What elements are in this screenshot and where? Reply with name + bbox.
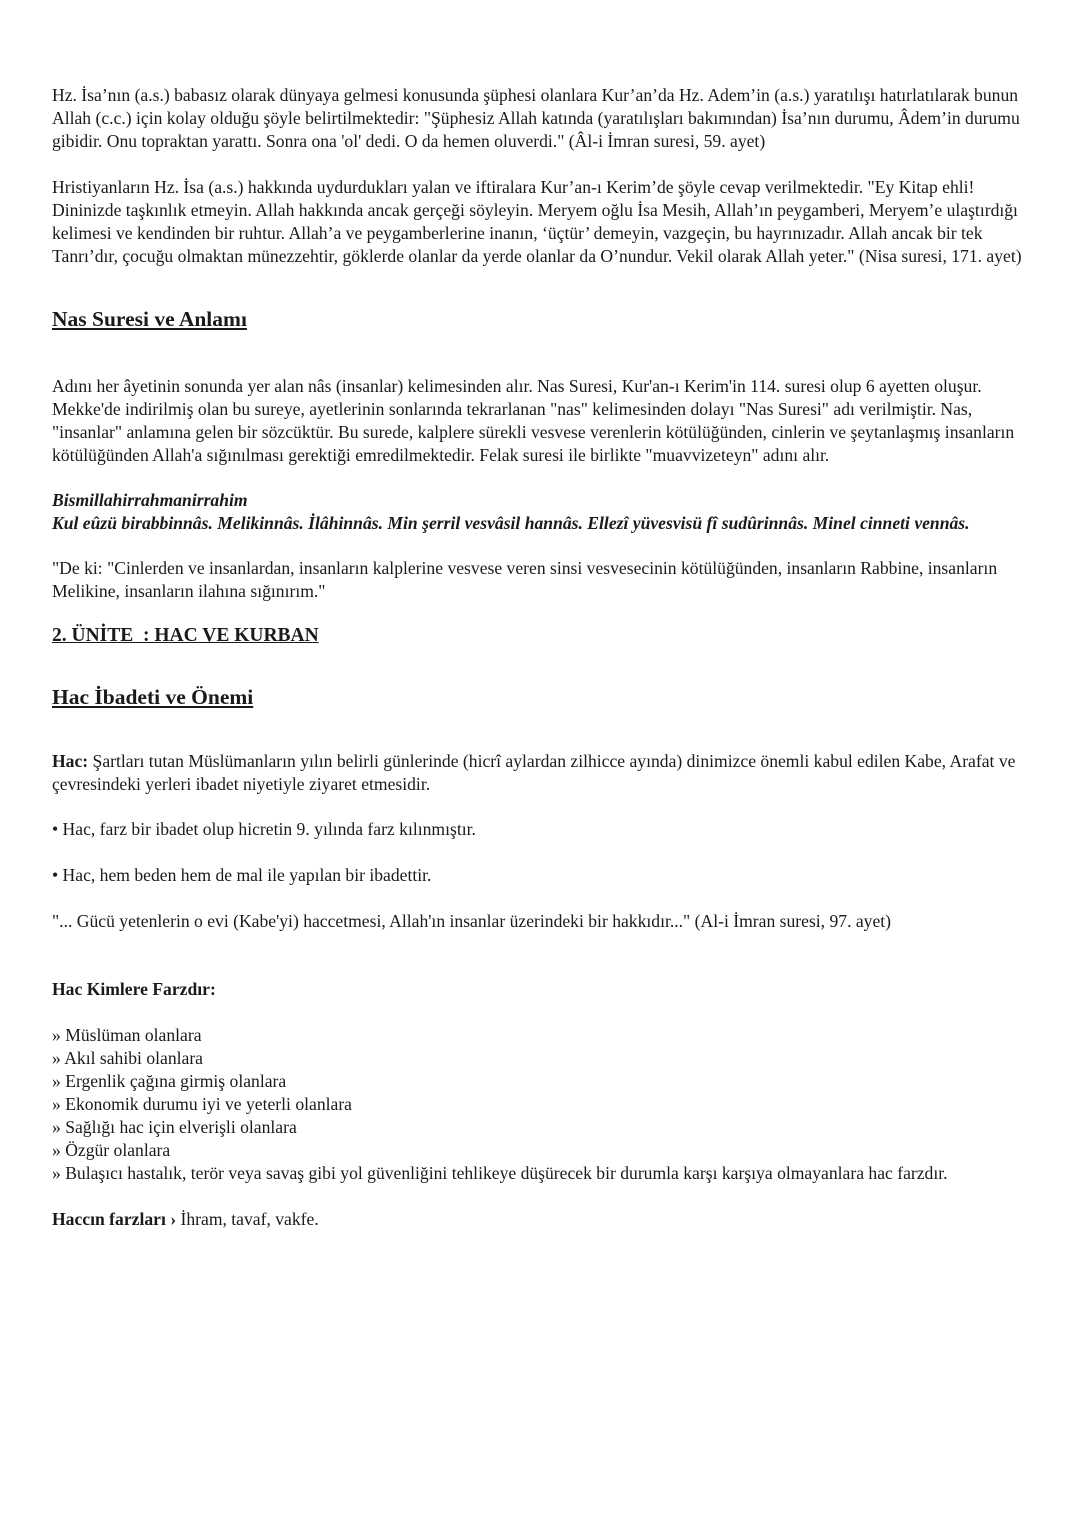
- list-item: » Müslüman olanlara: [52, 1025, 202, 1045]
- heading-nas-suresi: Nas Suresi ve Anlamı: [52, 307, 247, 331]
- hac-definition-text: Şartları tutan Müslümanların yılın belirli günlerinde (hicrî aylardan zilhicce ayında) dinimizce önemli kabul edilen Kabe, Arafat ve çevresindeki yerleri ibadet niyetiyle ziyaret etmesidir.: [52, 751, 1016, 794]
- heading-hac-kimlere: Hac Kimlere Farzdır:: [52, 979, 216, 999]
- paragraph-nas-intro: Adını her âyetinin sonunda yer alan nâs (insanlar) kelimesinden alır. Nas Suresi, Kur'an-ı Kerim'in 114. suresi olup 6 ayetten oluşur. Mekke'de indirilmiş olan bu sureye, ayetlerinin sonlarında tekrarlanan "nas" kelimesinden dolayı "Nas Suresi" adı verilmiştir. Nas, "insanlar" anlamına gelen bir sözcüktür. Bu surede, kalplere sürekli vesvese verenlerin kötülüğünden, cinlerin ve şeytanlaşmış insanların kötülüğünden Allah'a sığınılması gerektiği emredilmektedir. Felak suresi ile birlikte "muavvizeteyn" adını alır.: [52, 376, 1015, 465]
- hac-farzlari-text: İhram, tavaf, vakfe.: [176, 1209, 319, 1229]
- paragraph-nas-meaning: "De ki: "Cinlerden ve insanlardan, insanların kalplerine vesvese veren sinsi vesvesecinin kötülüğünden, insanların Rabbine, insanların Melikine, insanların ilahına sığınırım.": [52, 558, 998, 601]
- list-item: » Ekonomik durumu iyi ve yeterli olanlara: [52, 1094, 352, 1114]
- arabic-title: Bismillahirrahmanirrahim: [52, 490, 248, 510]
- hac-definition-label: Hac:: [52, 751, 89, 771]
- paragraph-nisa-verse: Hristiyanların Hz. İsa (a.s.) hakkında uydurdukları yalan ve iftiralara Kur’an-ı Kerim’de şöyle cevap verilmektedir. "Ey Kitap ehli! Dininizde taşkınlık etmeyin. Allah hakkında ancak gerçeği söyleyin. Meryem oğlu İsa Mesih, Allah’ın peygamberi, Meryem’e ulaştırdığı kelimesi ve kendinden bir ruhtur. Allah’a ve peygamberlerine inanın, ‘üçtür’ demeyin, vazgeçin, bu hayrınızadır. Allah ancak bir tek Tanrı’dır, çocuğu olmaktan münezzehtir, göklerde olanlar da yerde olanlar da O’nundur. Vekil olarak Allah yeter." (Nisa suresi, 171. ayet): [52, 177, 1022, 266]
- heading-hac-ibadeti: Hac İbadeti ve Önemi: [52, 685, 254, 709]
- heading-unite-2: 2. ÜNİTE : HAC VE KURBAN: [52, 625, 319, 646]
- list-item: » Bulaşıcı hastalık, terör veya savaş gibi yol güvenliğini tehlikeye düşürecek bir durumla karşı karşıya olmayanlara hac farzdır.: [52, 1163, 948, 1183]
- bullet-hac-beden-mal: • Hac, hem beden hem de mal ile yapılan bir ibadettir.: [52, 865, 432, 885]
- bullet-hac-farz: • Hac, farz bir ibadet olup hicretin 9. yılında farz kılınmıştır.: [52, 819, 476, 839]
- list-item: » Ergenlik çağına girmiş olanlara: [52, 1071, 287, 1091]
- list-item: » Akıl sahibi olanlara: [52, 1048, 203, 1068]
- list-item: » Sağlığı hac için elverişli olanlara: [52, 1117, 297, 1137]
- paragraph-hac-definition: [52, 750, 1032, 796]
- arabic-transliteration: Kul eûzü birabbinnâs. Melikinnâs. İlâhinnâs. Min şerril vesvâsil hannâs. Ellezî yüvesvisü fî sudûrinnâs. Minel cinneti vennâs.: [52, 513, 970, 533]
- document-page: [52, 84, 1032, 1231]
- hac-conditions-list: [52, 1024, 1032, 1185]
- paragraph-hac-farzlari: [52, 1208, 1032, 1231]
- hac-farzlari-label: Haccın farzları ›: [52, 1209, 177, 1229]
- list-item: » Özgür olanlara: [52, 1140, 171, 1160]
- paragraph-isa-creation: Hz. İsa’nın (a.s.) babasız olarak dünyaya gelmesi konusunda şüphesi olanlara Kur’an’da Hz. Adem’in (a.s.) yaratılışı hatırlatılarak bunun Allah (c.c.) için kolay olduğu şöyle belirtilmektedir: "Şüphesiz Allah katında (yaratılışları bakımından) İsa’nın durumu, Âdem’in durumu gibidir. Onu topraktan yarattı. Sonra ona 'ol' dedi. O da hemen oluverdi." (Âl-i İmran suresi, 59. ayet): [52, 85, 1020, 151]
- quote-al-i-imran-97: "... Gücü yetenlerin o evi (Kabe'yi) haccetmesi, Allah'ın insanlar üzerindeki bir hakkıdır..." (Al-i İmran suresi, 97. ayet): [52, 911, 892, 931]
